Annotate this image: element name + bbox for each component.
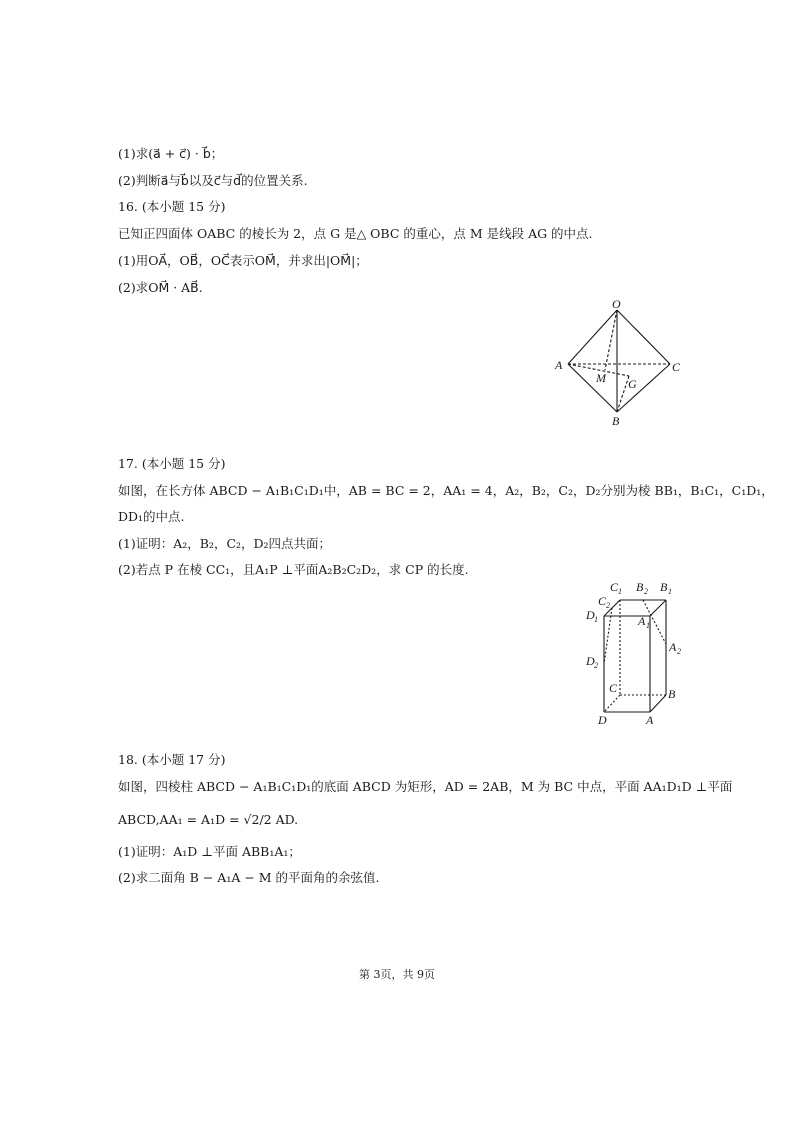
- problem15-part2: (2)判断a⃗与b⃗以及c⃗与d⃗的位置关系.: [118, 173, 308, 188]
- problem18-part2: (2)求二面角 B − A₁A − M 的平面角的余弦值.: [118, 870, 380, 885]
- label-B: B: [612, 414, 620, 428]
- problem15-part1: (1)求(a⃗ + c⃗) · b⃗；: [118, 146, 224, 161]
- problem17-stem-line2: DD₁的中点.: [118, 509, 185, 524]
- problem16-part2: (2)求OM⃗ · AB⃗.: [118, 280, 203, 295]
- label-C2: C: [598, 594, 607, 608]
- problem16-part1: (1)用OA⃗，OB⃗，OC⃗表示OM⃗，并求出|OM⃗|；: [118, 253, 368, 268]
- problem16-stem: 已知正四面体 OABC 的棱长为 2，点 G 是△ OBC 的重心，点 M 是线段 AG 的中点.: [118, 226, 593, 241]
- label-D: D: [598, 713, 607, 727]
- problem17-stem-line1: 如图，在长方体 ABCD − A₁B₁C₁D₁中，AB = BC = 2，AA₁ = 4，A₂，B₂，C₂，D₂分别为棱 BB₁，B₁C₁，C₁D₁，: [118, 483, 774, 498]
- page-footer: 第 3页，共 9页: [359, 968, 435, 981]
- svg-text:1: 1: [618, 587, 622, 596]
- label-A2: A: [669, 640, 677, 654]
- svg-text:2: 2: [606, 601, 610, 610]
- label-O: O: [612, 297, 621, 311]
- svg-text:1: 1: [668, 587, 672, 596]
- label-C: C: [609, 681, 618, 695]
- svg-text:2: 2: [677, 647, 681, 656]
- label-G: G: [628, 377, 637, 391]
- problem17-part2: (2)若点 P 在棱 CC₁，且A₁P ⊥平面A₂B₂C₂D₂，求 CP 的长度.: [118, 562, 469, 577]
- label-A: A: [555, 358, 563, 372]
- label-B1: B: [660, 580, 668, 594]
- problem18-stem-line2: ABCD,AA₁ = A₁D = √2/2 AD.: [118, 812, 299, 827]
- label-M: M: [596, 371, 606, 385]
- svg-text:1: 1: [646, 621, 650, 630]
- problem18-header: 18. (本小题 17 分): [118, 752, 226, 767]
- label-C1: C: [610, 580, 619, 594]
- svg-text:2: 2: [644, 587, 648, 596]
- problem16-header: 16. (本小题 15 分): [118, 199, 226, 214]
- label-B: B: [668, 687, 676, 701]
- label-B2: B: [636, 580, 644, 594]
- label-C: C: [672, 360, 681, 374]
- tetrahedron-figure: [550, 296, 690, 431]
- label-A: A: [646, 713, 654, 727]
- problem17-header: 17. (本小题 15 分): [118, 456, 226, 471]
- svg-text:1: 1: [594, 615, 598, 624]
- cuboid-figure: [580, 578, 690, 728]
- label-A1: A: [638, 614, 646, 628]
- svg-text:2: 2: [594, 661, 598, 670]
- problem17-part1: (1)证明：A₂，B₂，C₂，D₂四点共面；: [118, 536, 332, 551]
- label-D2: D: [586, 654, 595, 668]
- problem18-part1: (1)证明：A₁D ⊥平面 ABB₁A₁；: [118, 844, 301, 859]
- problem18-stem-line1: 如图，四棱柱 ABCD − A₁B₁C₁D₁的底面 ABCD 为矩形，AD = 2AB，M 为 BC 中点，平面 AA₁D₁D ⊥平面: [118, 779, 733, 794]
- label-D1: D: [586, 608, 595, 622]
